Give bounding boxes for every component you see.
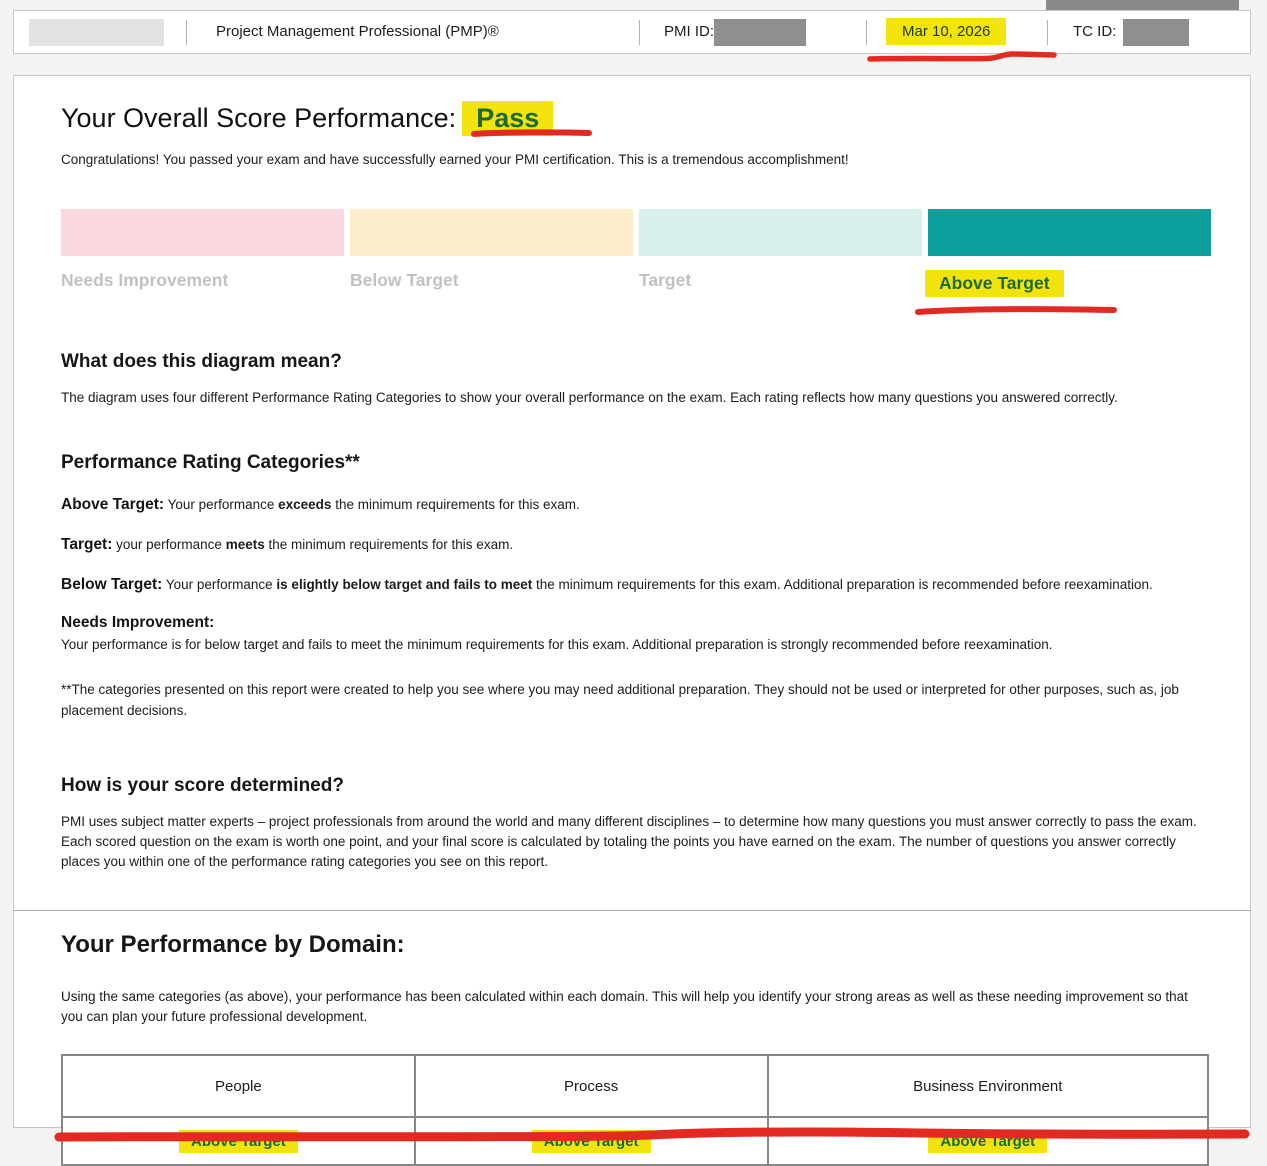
exam-id-bar <box>13 10 1251 54</box>
rating-needs-improvement-label: Needs Improvement: <box>61 614 215 631</box>
congratulations-text: Congratulations! You passed your exam and have successfully earned your PMI certification. This is a tremendous accomplishment! <box>61 152 849 167</box>
scale-bar-below-target <box>350 209 633 256</box>
scale-label-above-target: Above Target <box>925 270 1064 297</box>
rating-text: Your performance <box>164 497 279 512</box>
rating-label: Above Target: <box>61 496 165 513</box>
domain-performance-section <box>14 910 1250 1166</box>
divider <box>186 20 187 45</box>
domain-results-table <box>61 1054 1209 1166</box>
scale-label-needs-improvement: Needs Improvement <box>61 270 229 290</box>
scale-band-needs-improvement <box>61 209 344 297</box>
rating-badge: Above Target <box>532 1130 651 1153</box>
rating-text: Your performance <box>162 577 277 592</box>
domain-header-row <box>62 1055 1208 1117</box>
divider <box>639 20 640 45</box>
domain-header-process: Process <box>415 1055 768 1117</box>
performance-scale <box>61 209 1211 297</box>
tc-id-label: TC ID: <box>1073 23 1117 40</box>
domain-header-business-environment: Business Environment <box>768 1055 1208 1117</box>
score-determined-body: PMI uses subject matter experts – project professionals from around the world and many different disciplines – to determine how many questions you must answer correctly to pass the exam. Each scored question on the exam is worth one point, and your final score is calculated by totaling the points you have earned on the exam. The number of questions you answer correctly places you within one of the performance rating categories you see on this report. <box>61 814 1197 869</box>
score-report-panel <box>13 75 1251 1150</box>
rating-above-target <box>61 496 1203 514</box>
rating-text: the minimum requirements for this exam. Additional preparation is recommended before reexamination. <box>532 577 1153 592</box>
rating-below-target <box>61 576 1203 594</box>
domain-performance-heading: Your Performance by Domain: <box>61 931 405 958</box>
rating-label: Below Target: <box>61 576 163 593</box>
exam-date-highlighted: Mar 10, 2026 <box>886 18 1006 45</box>
pass-result-badge: Pass <box>462 101 553 136</box>
diagram-meaning-body: The diagram uses four different Performance Rating Categories to show your overall performance on the exam. Each rating reflects how many questions you answered correctly. <box>61 390 1118 405</box>
domain-rating-business-environment <box>768 1117 1208 1165</box>
redacted-candidate-name <box>29 19 164 46</box>
scale-label-below-target: Below Target <box>350 270 459 290</box>
rating-badge: Above Target <box>179 1130 298 1153</box>
scale-band-below-target <box>350 209 633 297</box>
overall-score-title <box>61 101 1203 136</box>
scale-bar-target <box>639 209 922 256</box>
rating-categories-heading: Performance Rating Categories** <box>61 452 360 473</box>
overall-score-section <box>14 101 1250 872</box>
divider <box>866 20 867 45</box>
scale-band-above-target <box>928 209 1211 297</box>
domain-rating-process <box>415 1117 768 1165</box>
score-determined-heading: How is your score determined? <box>61 775 344 796</box>
divider <box>1047 20 1048 45</box>
domain-performance-body: Using the same categories (as above), your performance has been calculated within each domain. This will help you identify your strong areas as well as these needing improvement so that you can plan your future professional development. <box>61 989 1188 1024</box>
redacted-tc-id <box>1123 19 1189 46</box>
credential-title: Project Management Professional (PMP)® <box>216 23 499 40</box>
rating-label: Target: <box>61 536 113 553</box>
rating-bold-text: exceeds <box>278 497 332 512</box>
rating-text: the minimum requirements for this exam. <box>264 537 514 552</box>
rating-needs-improvement-body: Your performance is for below target and fails to meet the minimum requirements for this exam. Additional preparation is strongly recommended before reexamination. <box>61 637 1053 652</box>
scale-label-target: Target <box>639 270 692 290</box>
rating-text: the minimum requirements for this exam. <box>331 497 580 512</box>
scale-bar-above-target <box>928 209 1211 256</box>
domain-header-people: People <box>62 1055 415 1117</box>
domain-rating-people <box>62 1117 415 1165</box>
scale-bar-needs-improvement <box>61 209 344 256</box>
rating-text: your performance <box>112 537 226 552</box>
rating-badge: Above Target <box>928 1130 1047 1153</box>
overall-score-title-text: Your Overall Score Performance: <box>61 103 457 133</box>
scale-band-target <box>639 209 922 297</box>
pmi-id-label: PMI ID: <box>664 23 715 40</box>
domain-rating-row <box>62 1117 1208 1165</box>
rating-bold-text: is elightly below target and fails to meet <box>276 577 533 592</box>
categories-footnote: **The categories presented on this report were created to help you see where you may need additional preparation. They should not be used or interpreted for other purposes, such as, job placement decisions. <box>61 682 1179 718</box>
redacted-pmi-id <box>714 19 806 46</box>
diagram-meaning-heading: What does this diagram mean? <box>61 351 342 372</box>
rating-bold-text: meets <box>225 537 265 552</box>
rating-target <box>61 536 1203 554</box>
